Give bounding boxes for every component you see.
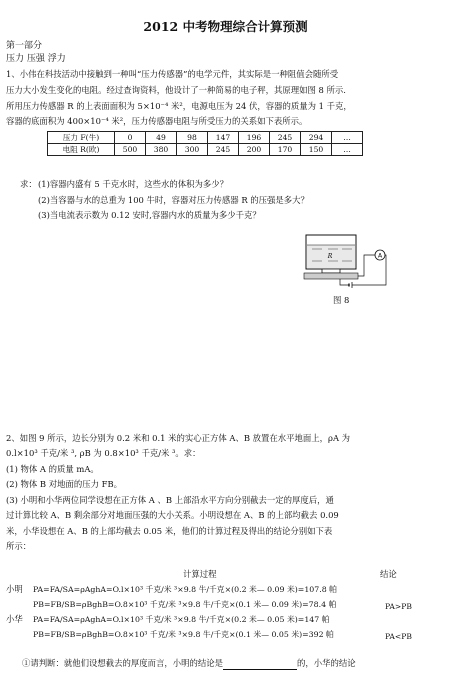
q1-line-3: 所用压力传感器 R 的上表面面积为 5×10⁻⁴ 米²，电源电压为 24 伏，容器的质量为 1 千克， [6, 101, 352, 111]
figure-8-circuit-diagram [300, 233, 390, 295]
q2-line-4: (2) 物体 B 对地面的压力 FB。 [6, 479, 123, 489]
q2-judgement-line [22, 657, 356, 670]
table-row [48, 132, 363, 144]
table-cell: 500 [115, 144, 146, 156]
table-cell: 170 [270, 144, 301, 156]
judgement-prefix: ①请判断：就他们设想截去的厚度而言，小明的结论是 [22, 658, 223, 668]
q1-ask-label: 求： [20, 179, 37, 189]
formula-xiaoming-a: PA=FA/SA=ρAghA=O.l×10³ 千克/米 ³×9.8 牛/千克×(0.2 米— 0.09 米)=107.8 帕 [33, 585, 337, 594]
q2-line-7: 米，小华设想在 A、B 的上部均截去 0.05 米，他们的计算过程及得出的结论分别如下表 [6, 526, 333, 536]
q2-line-1: 2、如图 9 所示，边长分别为 0.2 米和 0.1 米的实心正方体 A、B 放置在水平地面上，ρA 为 [6, 433, 351, 443]
judgement-suffix: 的，小华的结论 [297, 658, 356, 668]
q2-line-3: (1) 物体 A 的质量 mA。 [6, 464, 99, 474]
ammeter-label: A [377, 252, 383, 260]
answer-blank[interactable] [223, 660, 297, 670]
q1-ask-3: (3)当电流表示数为 0.12 安时,容器内水的质量为多少千克？ [38, 210, 261, 220]
table-cell: 0 [115, 132, 146, 144]
q2-line-5: (3) 小明和小华两位同学设想在正方体 A 、B 上部沿水平方向分别截去一定的厚度后，通 [6, 495, 334, 505]
pressure-sensor-r [322, 269, 340, 273]
table-cell: … [332, 132, 363, 144]
pressure-resistance-table [47, 131, 363, 156]
row-name-xiaohua: 小华 [6, 614, 23, 624]
table-cell: 245 [208, 144, 239, 156]
table-header-resistance: 电阻 R(欧) [48, 144, 115, 156]
q2-line-2: 0.l×10³ 千克/米 ³, ρB 为 0.8×10³ 千克/米 ³。求： [6, 448, 201, 458]
table-cell: 200 [239, 144, 270, 156]
q2-line-6: 过计算比较 A、B 剩余部分对地面压强的大小关系。小明设想在 A、B 的上部均截去 0.09 [6, 510, 339, 520]
q1-line-4: 容器的底面积为 400×10⁻⁴ 米²，压力传感器电阻与所受压力的关系如下表所示。 [6, 116, 308, 126]
conclusion-xiaoming: PA>PB [385, 602, 412, 611]
sensor-r-label: R [327, 253, 333, 260]
table-cell: 150 [301, 144, 332, 156]
table-cell: 147 [208, 132, 239, 144]
table-cell: 49 [146, 132, 177, 144]
row-name-xiaoming: 小明 [6, 584, 23, 594]
col-header-conclusion: 结论 [380, 569, 397, 579]
topic-heading: 压力 压强 浮力 [6, 54, 66, 64]
document-title: 2012 中考物理综合计算预测 [143, 19, 308, 34]
table-cell: 245 [270, 132, 301, 144]
table-row [48, 144, 363, 156]
part-heading: 第一部分 [6, 41, 43, 51]
formula-xiaohua-a: PA=FA/SA=ρAghA=O.l×10³ 千克/米 ³×9.8 牛/千克×(0.2 米— 0.05 米)=147 帕 [33, 615, 330, 624]
q1-ask-1: (1)容器内盛有 5 千克水时，这些水的体积为多少？ [38, 179, 229, 189]
base-platform [304, 273, 358, 279]
table-header-force: 压力 F(牛) [48, 132, 115, 144]
table-cell: 380 [146, 144, 177, 156]
formula-xiaohua-b: PB=FB/SB=ρBghB=O.8×10³ 千克/米 ³×9.8 牛/千克×(0.1 米— 0.05 米)=392 帕 [33, 630, 334, 639]
q2-line-8: 所示： [6, 541, 32, 551]
formula-xiaoming-b: PB=FB/SB=ρBghB=O.8×10³ 千克/米 ³×9.8 牛/千克×(0.1 米— 0.09 米)=78.4 帕 [33, 600, 337, 609]
table-cell: 294 [301, 132, 332, 144]
table-cell: … [332, 144, 363, 156]
col-header-process: 计算过程 [183, 569, 217, 579]
conclusion-xiaohua: PA<PB [385, 632, 412, 641]
q1-line-2: 压力大小发生变化的电阻。经过查询资料，他设计了一种简易的电子秤，其原理如图 8 所示. [6, 85, 346, 95]
table-cell: 300 [177, 144, 208, 156]
q1-ask-2: (2)当容器与水的总重为 100 牛时，容器对压力传感器 R 的压强是多大？ [38, 195, 309, 205]
table-cell: 196 [239, 132, 270, 144]
table-cell: 98 [177, 132, 208, 144]
q1-line-1: 1、小伟在科技活动中接触到一种叫“压力传感器”的电学元件，其实际是一种阻值会随所受 [6, 69, 339, 79]
figure-8-caption: 图 8 [333, 295, 350, 305]
